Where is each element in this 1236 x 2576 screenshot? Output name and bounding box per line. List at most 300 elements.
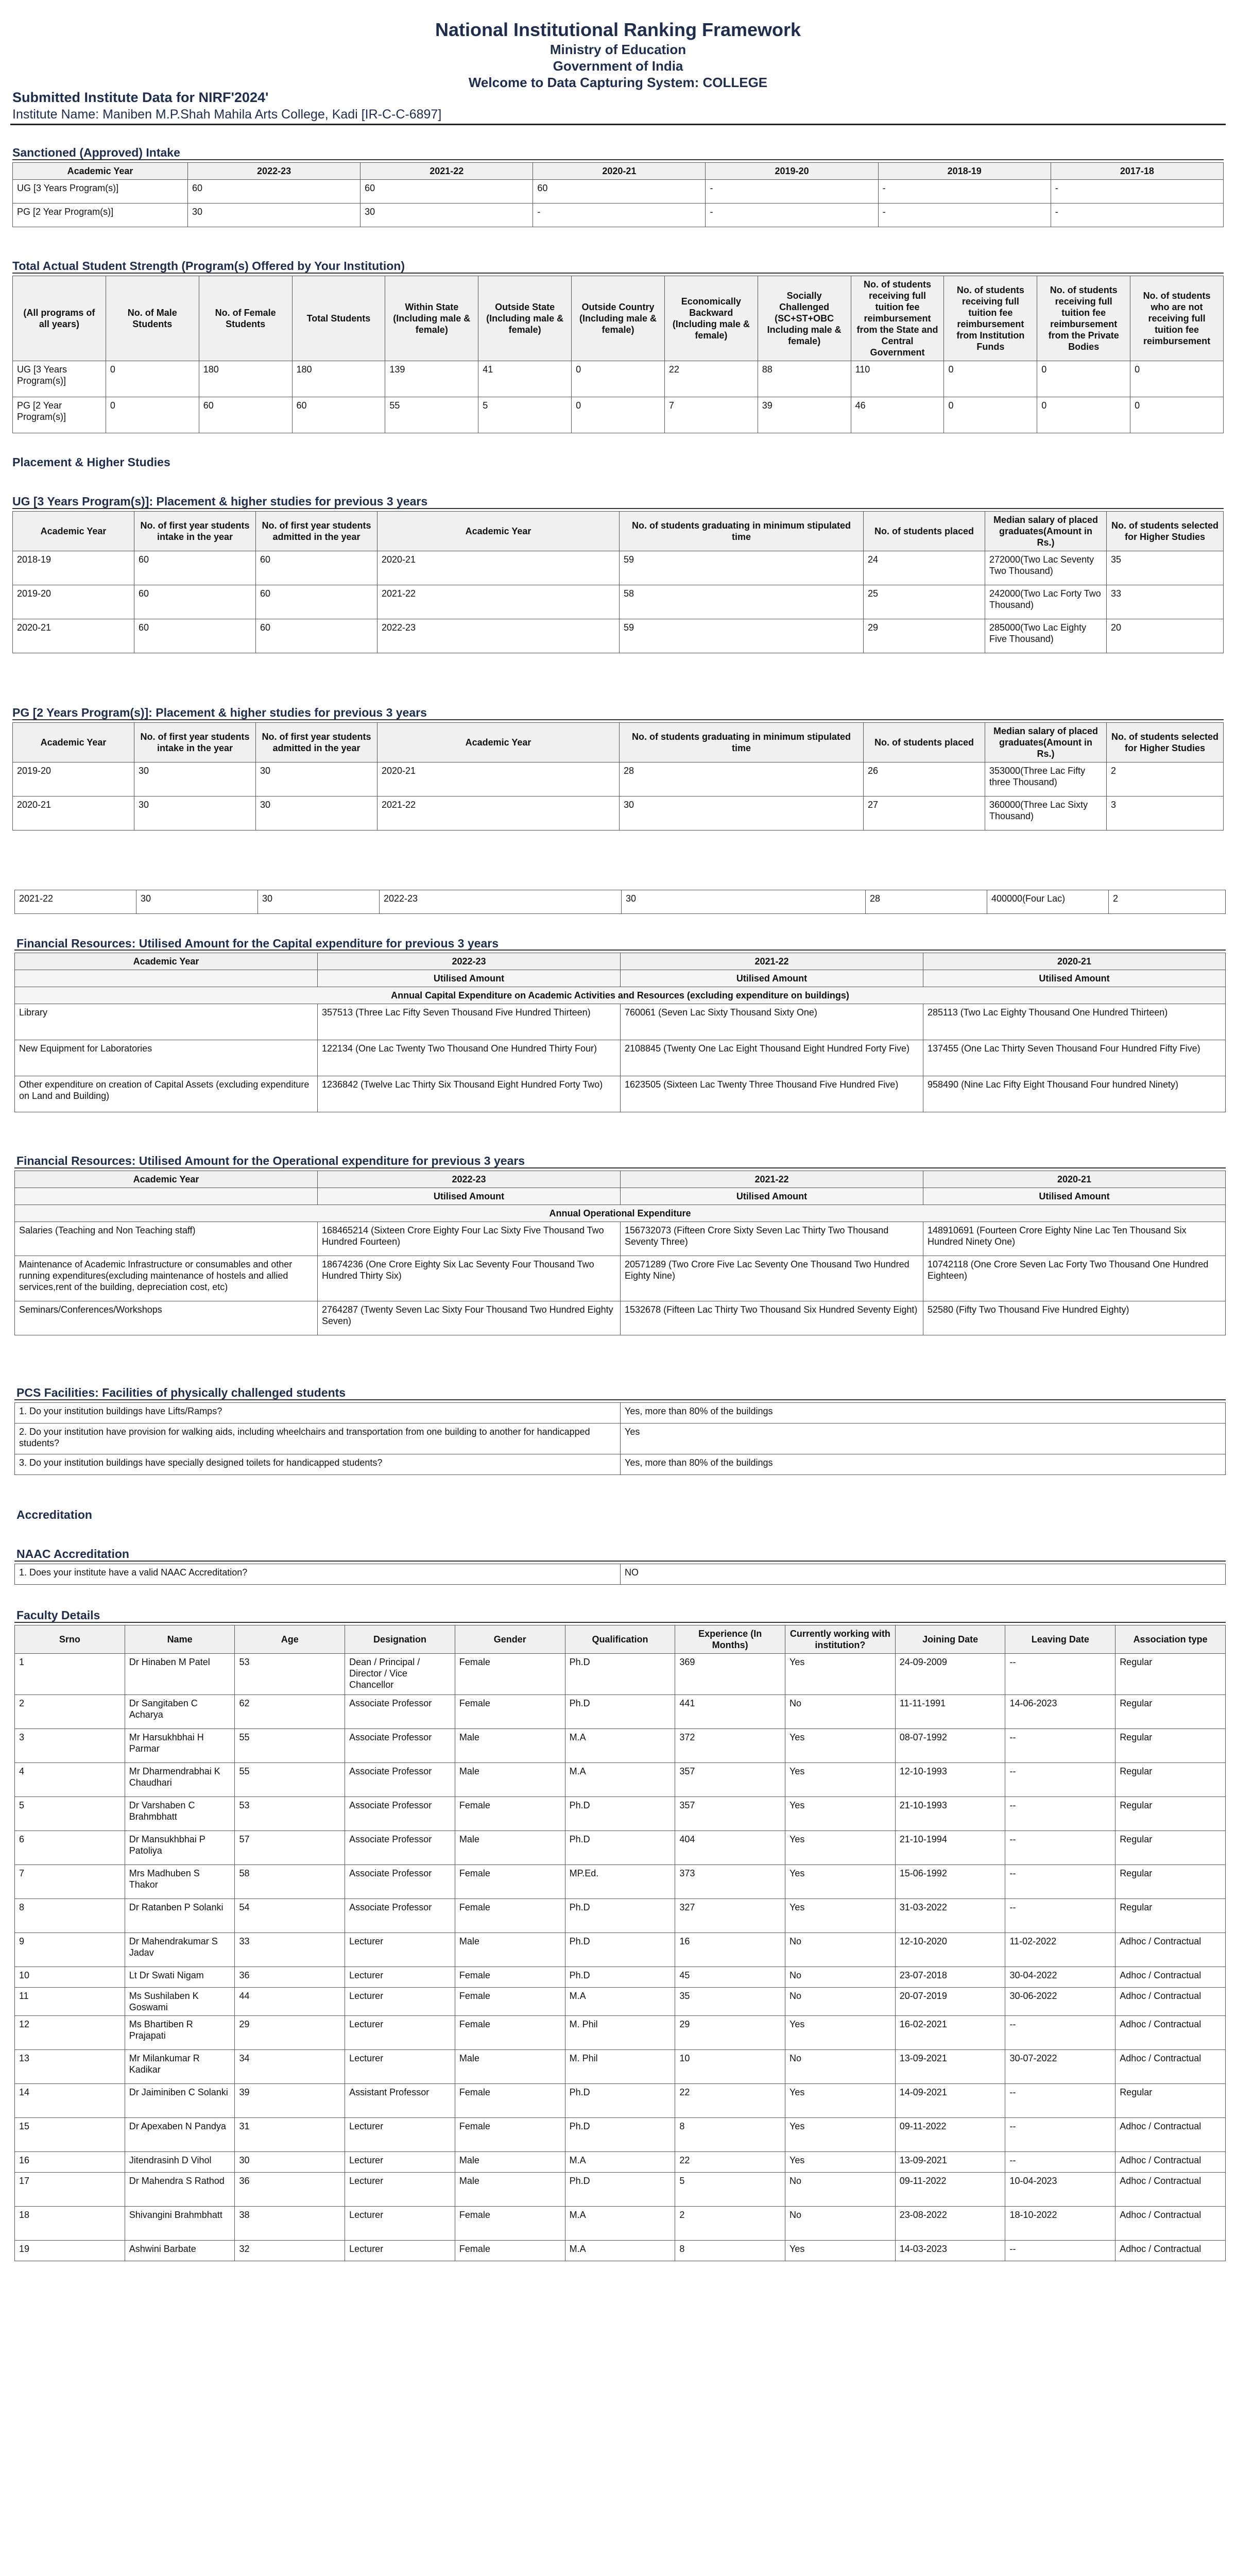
table-cell: 59 <box>620 551 864 585</box>
table-cell: Ph.D <box>565 1654 675 1695</box>
table-cell: 60 <box>360 180 533 204</box>
table-cell: 08-07-1992 <box>895 1729 1005 1763</box>
table-cell: 353000(Three Lac Fifty three Thousand) <box>985 762 1107 796</box>
table-cell: Regular <box>1115 1654 1226 1695</box>
table-row <box>13 361 1224 397</box>
table-cell: Lecturer <box>345 2152 455 2173</box>
table-cell: Dr Sangitaben C Acharya <box>125 1695 235 1729</box>
naac-table <box>14 1564 1226 1585</box>
table-cell: Yes <box>785 1899 896 1933</box>
table-cell: Mr Harsukhbhai H Parmar <box>125 1729 235 1763</box>
column-header: Academic Year <box>15 953 318 970</box>
table-row <box>15 1865 1226 1899</box>
table-cell: 2021-22 <box>15 890 136 914</box>
institute-block <box>12 89 1224 123</box>
table-cell: Lt Dr Swati Nigam <box>125 1967 235 1988</box>
table-cell: 2 <box>1109 890 1226 914</box>
table-cell: 55 <box>385 397 478 433</box>
table-cell: 23-08-2022 <box>895 2207 1005 2241</box>
table-row <box>15 1222 1226 1256</box>
table-cell: 10-04-2023 <box>1005 2173 1115 2207</box>
table-cell: 156732073 (Fifteen Crore Sixty Seven Lac Thirty Two Thousand Seventy Three) <box>621 1222 923 1256</box>
table-cell: -- <box>1005 1899 1115 1933</box>
column-header: Socially Challenged (SC+ST+OBC Including male & female) <box>758 276 851 361</box>
table-subheader-row <box>15 970 1226 987</box>
ug-placement-title: UG [3 Years Program(s)]: Placement & higher studies for previous 3 years <box>12 495 428 508</box>
table-cell: 54 <box>235 1899 345 1933</box>
table-cell: 137455 (One Lac Thirty Seven Thousand Four Hundred Fifty Five) <box>923 1040 1226 1076</box>
table-cell: 28 <box>620 762 864 796</box>
table-cell: Yes <box>785 1654 896 1695</box>
table-cell: 958490 (Nine Lac Fifty Eight Thousand Four hundred Ninety) <box>923 1076 1226 1112</box>
table-cell: 52580 (Fifty Two Thousand Five Hundred Eighty) <box>923 1301 1226 1335</box>
table-row <box>13 585 1224 619</box>
placement-section-title: Placement & Higher Studies <box>12 455 170 469</box>
column-header: 2022-23 <box>318 1171 621 1188</box>
table-cell: 60 <box>188 180 360 204</box>
table-cell: Lecturer <box>345 2207 455 2241</box>
table-cell: Dean / Principal / Director / Vice Chancellor <box>345 1654 455 1695</box>
table-cell: Associate Professor <box>345 1899 455 1933</box>
table-row <box>13 796 1224 831</box>
table-cell: Regular <box>1115 1797 1226 1831</box>
table-cell: 180 <box>199 361 292 397</box>
table-span-row <box>15 1205 1226 1222</box>
table-cell: 36 <box>235 2173 345 2207</box>
table-cell: Adhoc / Contractual <box>1115 2207 1226 2241</box>
table-cell: 27 <box>864 796 985 831</box>
table-cell: 404 <box>675 1831 785 1865</box>
table-cell: 168465214 (Sixteen Crore Eighty Four Lac Sixty Five Thousand Two Hundred Fourteen) <box>318 1222 621 1256</box>
table-cell: Other expenditure on creation of Capital Assets (excluding expenditure on Land and Building) <box>15 1076 318 1112</box>
table-header-row <box>15 953 1226 970</box>
table-cell: -- <box>1005 2084 1115 2118</box>
table-cell: PG [2 Year Program(s)] <box>13 204 188 227</box>
table-cell: 1623505 (Sixteen Lac Twenty Three Thousand Five Hundred Five) <box>621 1076 923 1112</box>
table-cell: 285113 (Two Lac Eighty Thousand One Hundred Thirteen) <box>923 1004 1226 1040</box>
table-cell: M.A <box>565 1729 675 1763</box>
table-cell: Yes <box>785 1831 896 1865</box>
table-cell: Female <box>455 1988 565 2016</box>
table-cell: 5 <box>478 397 572 433</box>
table-row <box>15 1564 1226 1585</box>
column-header: Academic Year <box>13 512 134 551</box>
column-subheader: Utilised Amount <box>318 1188 621 1205</box>
table-cell: Male <box>455 1729 565 1763</box>
table-cell: Female <box>455 1967 565 1988</box>
table-cell: 46 <box>851 397 944 433</box>
table-cell: 360000(Three Lac Sixty Thousand) <box>985 796 1107 831</box>
column-header: Age <box>235 1625 345 1654</box>
table-header-row <box>15 1625 1226 1654</box>
table-row <box>15 1899 1226 1933</box>
table-cell: 25 <box>864 585 985 619</box>
table-row <box>13 551 1224 585</box>
ministry-line: Ministry of Education <box>550 42 686 57</box>
table-cell: UG [3 Years Program(s)] <box>13 361 106 397</box>
table-cell: 13 <box>15 2050 125 2084</box>
column-header: No. of students who are not receiving full tuition fee reimbursement <box>1130 276 1224 361</box>
table-cell: - <box>706 204 878 227</box>
table-cell: No <box>785 2050 896 2084</box>
table-cell: 22 <box>664 361 758 397</box>
table-cell: 30 <box>235 2152 345 2173</box>
table-cell: 1236842 (Twelve Lac Thirty Six Thousand Eight Hundred Forty Two) <box>318 1076 621 1112</box>
table-cell: Adhoc / Contractual <box>1115 1933 1226 1967</box>
table-header-row <box>13 276 1224 361</box>
table-cell: 53 <box>235 1654 345 1695</box>
table-cell: 327 <box>675 1899 785 1933</box>
table-row <box>15 2173 1226 2207</box>
pg-placement-divider <box>12 719 1224 720</box>
table-cell: Regular <box>1115 1899 1226 1933</box>
table-cell: 28 <box>866 890 987 914</box>
column-header: No. of students selected for Higher Studies <box>1107 512 1224 551</box>
table-cell: 16 <box>15 2152 125 2173</box>
table-cell: Male <box>455 2050 565 2084</box>
column-header: Total Students <box>292 276 385 361</box>
intake-table <box>12 162 1224 227</box>
column-subheader <box>15 1188 318 1205</box>
span-header: Annual Capital Expenditure on Academic Activities and Resources (excluding expenditure on buildings) <box>15 987 1226 1004</box>
table-cell: 30 <box>620 796 864 831</box>
table-cell: Ph.D <box>565 1797 675 1831</box>
table-cell: 8 <box>15 1899 125 1933</box>
naac-divider <box>14 1561 1226 1562</box>
table-cell: Associate Professor <box>345 1763 455 1797</box>
column-header: (All programs of all years) <box>13 276 106 361</box>
table-cell: 18-10-2022 <box>1005 2207 1115 2241</box>
table-cell: 14-03-2023 <box>895 2241 1005 2261</box>
table-cell: 12 <box>15 2016 125 2050</box>
table-cell: 14-06-2023 <box>1005 1695 1115 1729</box>
table-cell: 1. Do your institution buildings have Lifts/Ramps? <box>15 1403 621 1423</box>
table-cell: Male <box>455 1933 565 1967</box>
table-cell: No <box>785 2173 896 2207</box>
table-cell: 0 <box>1037 397 1130 433</box>
table-cell: Adhoc / Contractual <box>1115 2050 1226 2084</box>
table-cell: Assistant Professor <box>345 2084 455 2118</box>
table-cell: 29 <box>235 2016 345 2050</box>
table-cell: Adhoc / Contractual <box>1115 2241 1226 2261</box>
table-cell: 1. Does your institute have a valid NAAC Accreditation? <box>15 1564 621 1585</box>
column-header: No. of first year students intake in the year <box>134 723 256 762</box>
table-cell: 30-07-2022 <box>1005 2050 1115 2084</box>
table-cell: 14-09-2021 <box>895 2084 1005 2118</box>
column-header: No. of first year students admitted in the year <box>256 512 377 551</box>
table-cell: 53 <box>235 1797 345 1831</box>
table-cell: 8 <box>675 2241 785 2261</box>
table-row <box>15 1654 1226 1695</box>
table-cell: 285000(Two Lac Eighty Five Thousand) <box>985 619 1107 653</box>
table-cell: Associate Professor <box>345 1729 455 1763</box>
table-cell: Yes <box>785 2118 896 2152</box>
table-cell: Salaries (Teaching and Non Teaching staff) <box>15 1222 318 1256</box>
table-cell: Dr Hinaben M Patel <box>125 1654 235 1695</box>
table-cell: Ashwini Barbate <box>125 2241 235 2261</box>
table-cell: 0 <box>944 361 1037 397</box>
table-cell: Mr Milankumar R Kadikar <box>125 2050 235 2084</box>
report-title: National Institutional Ranking Framework <box>435 19 801 40</box>
column-header: Srno <box>15 1625 125 1654</box>
column-subheader: Utilised Amount <box>923 970 1226 987</box>
capital-expenditure-table <box>14 953 1226 1112</box>
table-cell: 2021-22 <box>377 585 620 619</box>
column-header: No. of students placed <box>864 723 985 762</box>
table-row <box>15 1988 1226 2016</box>
column-header: No. of students graduating in minimum stipulated time <box>620 723 864 762</box>
table-cell: 4 <box>15 1763 125 1797</box>
table-cell: 41 <box>478 361 572 397</box>
column-header: 2021-22 <box>360 163 533 180</box>
table-cell: 12-10-1993 <box>895 1763 1005 1797</box>
table-cell: 60 <box>199 397 292 433</box>
table-cell: Ph.D <box>565 2173 675 2207</box>
table-row <box>15 1797 1226 1831</box>
table-cell: 9 <box>15 1933 125 1967</box>
table-cell: Yes <box>785 2152 896 2173</box>
table-cell: 2021-22 <box>377 796 620 831</box>
table-cell: 2020-21 <box>377 762 620 796</box>
table-cell: Associate Professor <box>345 1865 455 1899</box>
table-cell: 15-06-1992 <box>895 1865 1005 1899</box>
table-cell: 12-10-2020 <box>895 1933 1005 1967</box>
table-cell: 0 <box>106 397 199 433</box>
table-cell: No <box>785 1988 896 2016</box>
table-cell: Dr Mahendrakumar S Jadav <box>125 1933 235 1967</box>
table-cell: No <box>785 1933 896 1967</box>
ug-placement-table <box>12 511 1224 653</box>
table-cell: Yes, more than 80% of the buildings <box>621 1454 1226 1475</box>
table-cell: M.A <box>565 2241 675 2261</box>
table-cell: 09-11-2022 <box>895 2118 1005 2152</box>
table-row <box>13 204 1224 227</box>
pg-placement-extra-table <box>14 890 1226 914</box>
table-cell: Female <box>455 2016 565 2050</box>
table-cell: 122134 (One Lac Twenty Two Thousand One Hundred Thirty Four) <box>318 1040 621 1076</box>
table-cell: 60 <box>134 585 256 619</box>
table-cell: Regular <box>1115 2084 1226 2118</box>
column-header: Academic Year <box>13 163 188 180</box>
table-cell: Regular <box>1115 1695 1226 1729</box>
table-cell: 5 <box>675 2173 785 2207</box>
table-header-row <box>13 512 1224 551</box>
column-header: Academic Year <box>13 723 134 762</box>
table-row <box>15 1403 1226 1423</box>
table-cell: 19 <box>15 2241 125 2261</box>
table-cell: Yes, more than 80% of the buildings <box>621 1403 1226 1423</box>
table-cell: 31-03-2022 <box>895 1899 1005 1933</box>
table-cell: Library <box>15 1004 318 1040</box>
table-cell: Adhoc / Contractual <box>1115 2118 1226 2152</box>
table-cell: 0 <box>1037 361 1130 397</box>
table-cell: -- <box>1005 1797 1115 1831</box>
table-cell: M.A <box>565 2152 675 2173</box>
welcome-line: Welcome to Data Capturing System: COLLEGE <box>468 75 768 90</box>
column-header: 2019-20 <box>706 163 878 180</box>
column-header: 2020-21 <box>923 953 1226 970</box>
table-header-row <box>13 723 1224 762</box>
table-cell: Associate Professor <box>345 1695 455 1729</box>
table-cell: Yes <box>785 2241 896 2261</box>
table-cell: 2764287 (Twenty Seven Lac Sixty Four Thousand Two Hundred Eighty Seven) <box>318 1301 621 1335</box>
faculty-section-title: Faculty Details <box>16 1608 100 1622</box>
table-cell: Associate Professor <box>345 1797 455 1831</box>
table-cell: Maintenance of Academic Infrastructure or consumables and other running expenditures(excluding maintenance of hostels and allied services,rent of the building, depreciation cost, etc) <box>15 1256 318 1301</box>
column-header: 2018-19 <box>878 163 1051 180</box>
table-cell: 6 <box>15 1831 125 1865</box>
table-cell: Male <box>455 1831 565 1865</box>
table-cell: New Equipment for Laboratories <box>15 1040 318 1076</box>
intake-section-title: Sanctioned (Approved) Intake <box>12 146 180 159</box>
table-cell: 60 <box>256 619 377 653</box>
column-subheader <box>15 970 318 987</box>
table-cell: 7 <box>15 1865 125 1899</box>
table-cell: 0 <box>572 361 665 397</box>
table-cell: Male <box>455 2152 565 2173</box>
table-cell: 44 <box>235 1988 345 2016</box>
table-cell: 34 <box>235 2050 345 2084</box>
column-header: Median salary of placed graduates(Amount in Rs.) <box>985 512 1107 551</box>
table-cell: 30 <box>136 890 258 914</box>
table-cell: 2 <box>15 1695 125 1729</box>
table-cell: M. Phil <box>565 2050 675 2084</box>
column-header: No. of students receiving full tuition fee reimbursement from the State and Central Government <box>851 276 944 361</box>
table-cell: No <box>785 1967 896 1988</box>
table-cell: M.A <box>565 1988 675 2016</box>
table-cell: -- <box>1005 2016 1115 2050</box>
column-header: Within State (Including male & female) <box>385 276 478 361</box>
table-cell: Lecturer <box>345 1988 455 2016</box>
column-header: 2017-18 <box>1051 163 1223 180</box>
column-header: 2020-21 <box>923 1171 1226 1188</box>
table-cell: Yes <box>785 1763 896 1797</box>
table-cell: Yes <box>785 1797 896 1831</box>
table-cell: Yes <box>785 2016 896 2050</box>
table-cell: 11-11-1991 <box>895 1695 1005 1729</box>
table-cell: 2108845 (Twenty One Lac Eight Thousand Eight Hundred Forty Five) <box>621 1040 923 1076</box>
table-cell: Female <box>455 1654 565 1695</box>
column-subheader: Utilised Amount <box>923 1188 1226 1205</box>
table-cell: Ph.D <box>565 1899 675 1933</box>
table-cell: Ph.D <box>565 1933 675 1967</box>
accreditation-section-title: Accreditation <box>16 1508 92 1521</box>
column-header: No. of students selected for Higher Studies <box>1107 723 1224 762</box>
table-cell: - <box>706 180 878 204</box>
table-cell: 272000(Two Lac Seventy Two Thousand) <box>985 551 1107 585</box>
table-cell: No <box>785 1695 896 1729</box>
table-cell: M. Phil <box>565 2016 675 2050</box>
table-cell: Ph.D <box>565 2118 675 2152</box>
table-row <box>15 2241 1226 2261</box>
report-header <box>0 19 1236 91</box>
table-cell: Adhoc / Contractual <box>1115 2152 1226 2173</box>
table-cell: 373 <box>675 1865 785 1899</box>
table-cell: 2022-23 <box>377 619 620 653</box>
table-cell: -- <box>1005 1865 1115 1899</box>
table-cell: 2 <box>1107 762 1224 796</box>
table-cell: Mrs Madhuben S Thakor <box>125 1865 235 1899</box>
table-cell: 39 <box>758 397 851 433</box>
pcs-facilities-table <box>14 1402 1226 1475</box>
table-row <box>15 1040 1226 1076</box>
table-cell: 139 <box>385 361 478 397</box>
table-cell: 357513 (Three Lac Fifty Seven Thousand Five Hundred Thirteen) <box>318 1004 621 1040</box>
table-cell: Adhoc / Contractual <box>1115 2016 1226 2050</box>
table-cell: 0 <box>572 397 665 433</box>
table-cell: 3. Do your institution buildings have specially designed toilets for handicapped students? <box>15 1454 621 1475</box>
submitted-label: Submitted Institute Data for NIRF'2024' <box>12 90 269 105</box>
table-cell: 17 <box>15 2173 125 2207</box>
column-header: Gender <box>455 1625 565 1654</box>
table-cell: Dr Mahendra S Rathod <box>125 2173 235 2207</box>
table-cell: 2020-21 <box>13 796 134 831</box>
table-cell: 33 <box>1107 585 1224 619</box>
table-row <box>15 890 1226 914</box>
faculty-table <box>14 1625 1226 2261</box>
table-cell: 110 <box>851 361 944 397</box>
table-cell: 400000(Four Lac) <box>987 890 1109 914</box>
table-cell: Female <box>455 2118 565 2152</box>
column-header: Association type <box>1115 1625 1226 1654</box>
column-header: Academic Year <box>15 1171 318 1188</box>
table-cell: 30 <box>360 204 533 227</box>
table-cell: Dr Apexaben N Pandya <box>125 2118 235 2152</box>
table-cell: 45 <box>675 1967 785 1988</box>
table-cell: 357 <box>675 1797 785 1831</box>
table-cell: M.A <box>565 1763 675 1797</box>
table-cell: 60 <box>134 619 256 653</box>
table-cell: Ms Sushilaben K Goswami <box>125 1988 235 2016</box>
column-header: Designation <box>345 1625 455 1654</box>
table-header-row <box>15 1171 1226 1188</box>
table-cell: Regular <box>1115 1729 1226 1763</box>
table-cell: Regular <box>1115 1763 1226 1797</box>
table-cell: 20571289 (Two Crore Five Lac Seventy One Thousand Two Hundred Eighty Nine) <box>621 1256 923 1301</box>
table-cell: -- <box>1005 2118 1115 2152</box>
table-cell: Male <box>455 1763 565 1797</box>
table-cell: Regular <box>1115 1865 1226 1899</box>
table-cell: Lecturer <box>345 2173 455 2207</box>
table-cell: 760061 (Seven Lac Sixty Thousand Sixty One) <box>621 1004 923 1040</box>
table-cell: Yes <box>621 1423 1226 1454</box>
column-header: Experience (In Months) <box>675 1625 785 1654</box>
table-cell: 2022-23 <box>380 890 622 914</box>
table-row <box>15 1256 1226 1301</box>
table-cell: Female <box>455 1797 565 1831</box>
table-cell: 30 <box>256 762 377 796</box>
table-cell: Adhoc / Contractual <box>1115 2173 1226 2207</box>
table-cell: 60 <box>134 551 256 585</box>
table-cell: 88 <box>758 361 851 397</box>
table-header-row <box>13 163 1224 180</box>
operational-expenditure-table <box>14 1171 1226 1335</box>
table-cell: 60 <box>256 551 377 585</box>
table-cell: Female <box>455 1899 565 1933</box>
table-cell: 62 <box>235 1695 345 1729</box>
table-row <box>15 1076 1226 1112</box>
table-row <box>15 2050 1226 2084</box>
table-row <box>15 1831 1226 1865</box>
table-cell: 22 <box>675 2084 785 2118</box>
table-cell: 60 <box>533 180 706 204</box>
table-cell: Female <box>455 2084 565 2118</box>
table-row <box>15 1301 1226 1335</box>
table-cell: 35 <box>675 1988 785 2016</box>
table-cell: 5 <box>15 1797 125 1831</box>
column-header: 2022-23 <box>318 953 621 970</box>
table-cell: 14 <box>15 2084 125 2118</box>
